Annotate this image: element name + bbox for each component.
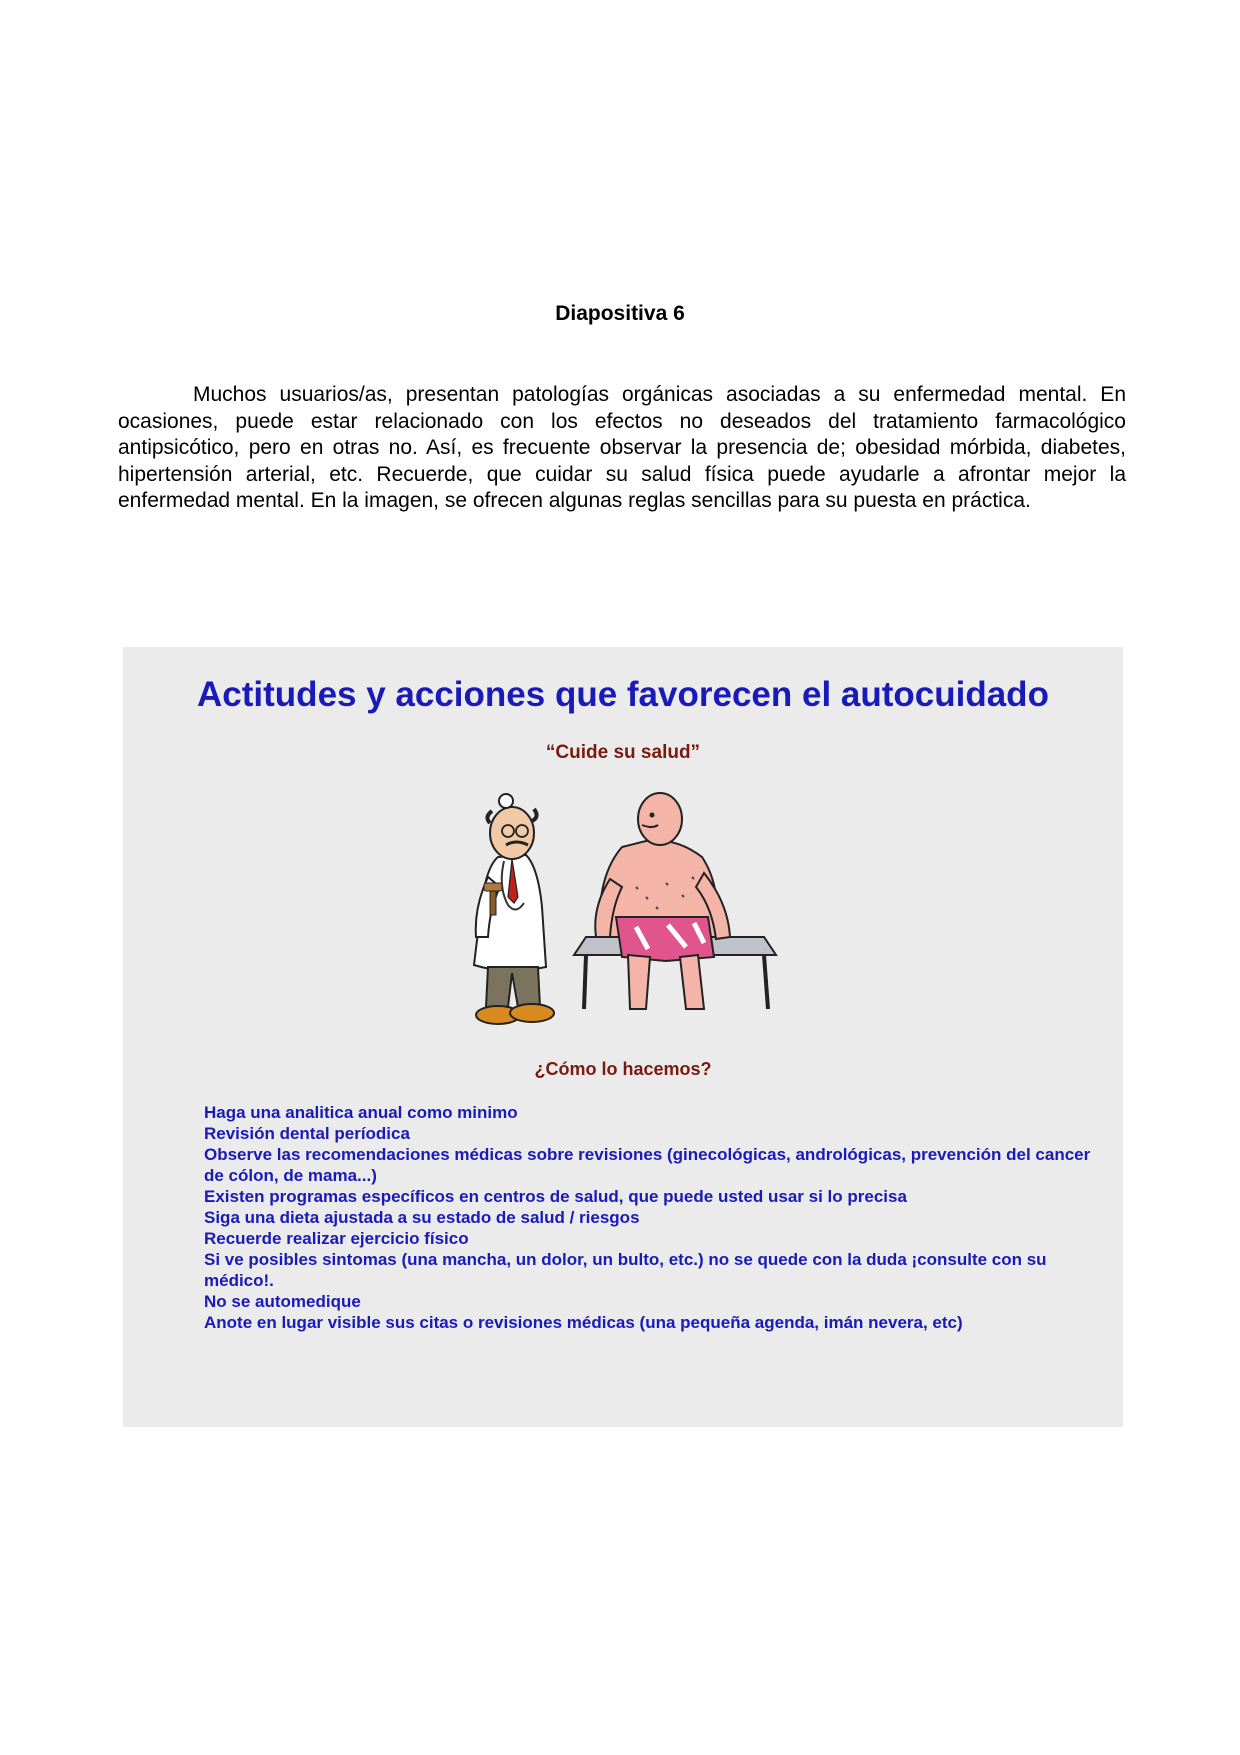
doctor-figure <box>474 794 554 1024</box>
list-item: Haga una analitica anual como minimo <box>204 1103 518 1122</box>
list-item: Existen programas específicos en centros de salud, que puede usted usar si lo precisa <box>204 1187 907 1206</box>
list-item: Observe las recomendaciones médicas sobre revisiones (ginecológicas, andrológicas, prevención del cancer de cólon, de mama...) <box>204 1145 1091 1185</box>
intro-paragraph: Muchos usuarios/as, presentan patologías orgánicas asociadas a su enfermedad mental. En ocasiones, puede estar relacionado con los efectos no deseados del tratamiento farmacológico antipsicótico, pero en otras no. Así, es frecuente observar la presencia de; obesidad mórbida, diabetes, hipertensión arterial, etc. Recuerde, que cuidar su salud física puede ayudarle a afrontar mejor la enfermedad mental. En la imagen, se ofrecen algunas reglas sencillas para su puesta en práctica. <box>118 383 1126 512</box>
list-item: Revisión dental períodica <box>204 1124 410 1143</box>
list-item: No se automedique <box>204 1292 361 1311</box>
doctor-patient-cartoon-icon <box>446 787 786 1039</box>
slide-title: Actitudes y acciones que favorecen el autocuidado <box>197 675 1049 714</box>
list-item: Recuerde realizar ejercicio físico <box>204 1229 469 1248</box>
list-item: Si ve posibles sintomas (una mancha, un dolor, un bulto, etc.) no se quede con la duda ¡consulte con su médico!. <box>204 1250 1047 1290</box>
page-heading: Diapositiva 6 <box>555 302 685 325</box>
patient-figure <box>574 793 776 1009</box>
slide-panel <box>123 647 1123 1427</box>
slide-question: ¿Cómo lo hacemos? <box>534 1059 712 1079</box>
tips-list <box>204 1102 1094 1333</box>
slide-subtitle: “Cuide su salud” <box>545 742 701 763</box>
list-item: Anote en lugar visible sus citas o revisiones médicas (una pequeña agenda, imán nevera, etc) <box>204 1313 963 1332</box>
list-item: Siga una dieta ajustada a su estado de salud / riesgos <box>204 1208 640 1227</box>
